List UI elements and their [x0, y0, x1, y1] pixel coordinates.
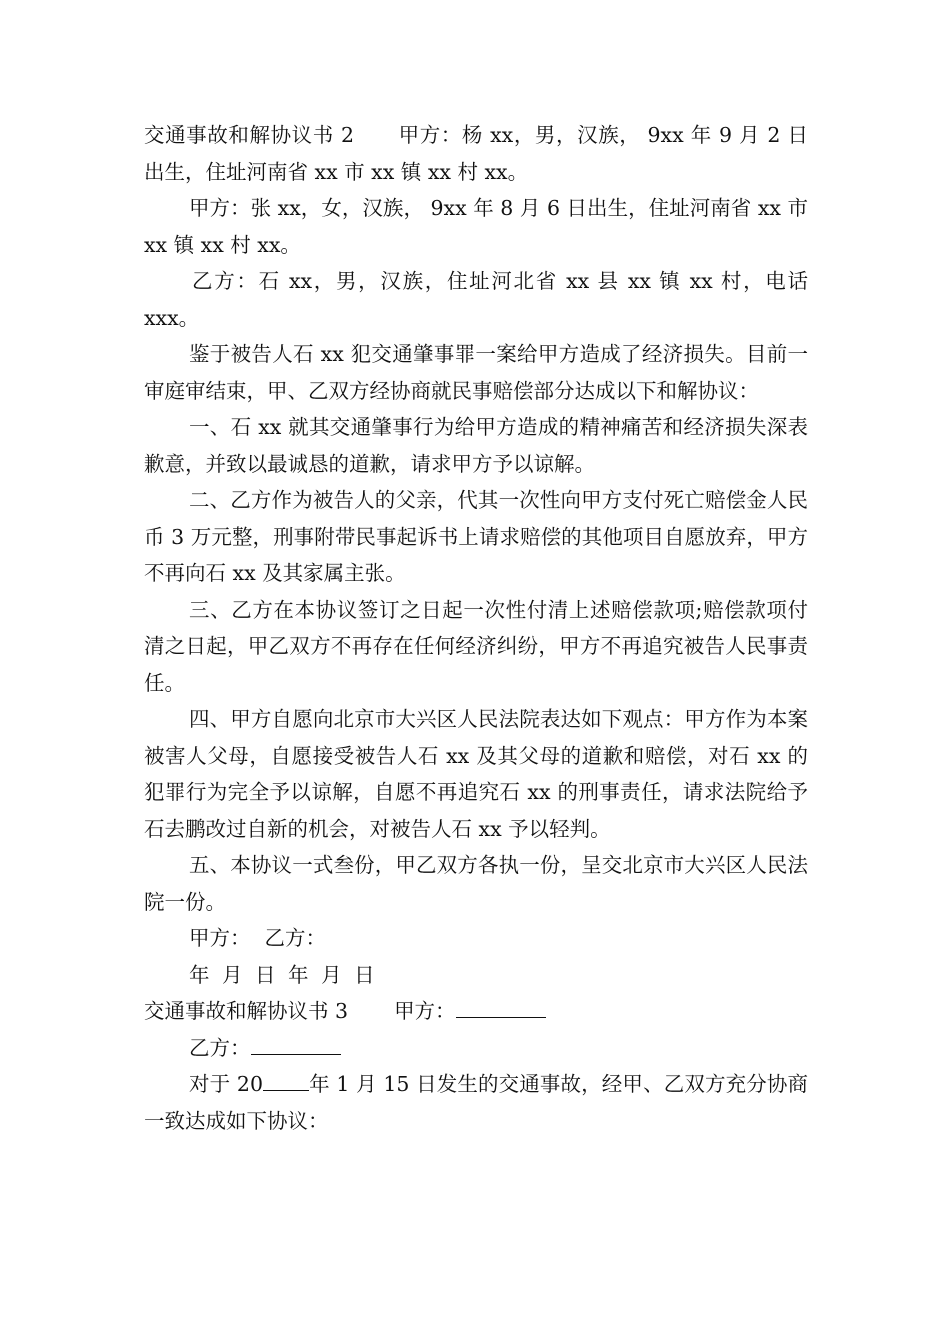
agreement2-clause-3: 三、乙方在本协议签订之日起一次性付清上述赔偿款项;赔偿款项付清之日起，甲乙双方不再存在任何经济纠纷，甲方不再追究被告人民事责任。 — [144, 597, 808, 695]
agreement2-party-a2: 甲方：张 xx，女，汉族， 9xx 年 8 月 6 日出生，住址河南省 xx 市 xx 镇 xx 村 xx。 — [144, 196, 808, 257]
agreement2-party-a1: 甲方：杨 xx，男，汉族， 9xx 年 9 月 2 日出生，住址河南省 xx 市 xx 镇 xx 村 xx。 — [144, 123, 808, 184]
agreement2-clause-2: 二、乙方作为被告人的父亲，代其一次性向甲方支付死亡赔偿金人民币 3 万元整，刑事附带民事起诉书上请求赔偿的其他项目自愿放弃，甲方不再向石 xx 及其家属主张。 — [144, 488, 808, 585]
agreement3-heading: 交通事故和解协议书 3 — [144, 999, 349, 1023]
agreement2-heading: 交通事故和解协议书 2 — [144, 123, 355, 147]
document-body — [144, 117, 808, 1139]
year-blank — [263, 1074, 309, 1091]
agreement2-first-paragraph — [144, 117, 808, 190]
agreement3-intro-suffix: 年 1 月 15 日发生的交通事故，经甲、乙双方充分协商一致达成如下协议： — [144, 1072, 808, 1133]
agreement2-clause-5: 五、本协议一式叁份，甲乙双方各执一份，呈交北京市大兴区人民法院一份。 — [144, 853, 808, 914]
agreement3-intro — [144, 1066, 808, 1139]
sign-party-a-label: 甲方： — [189, 926, 251, 950]
agreement2-date-line: 年 月 日 年 月 日 — [189, 962, 378, 987]
agreement2-signature-line — [144, 920, 808, 957]
agreement2-clause-1: 一、石 xx 就其交通肇事行为给甲方造成的精神痛苦和经济损失深表歉意，并致以最诚恳的道歉，请求甲方予以谅解。 — [144, 415, 808, 476]
sign-party-b-label: 乙方： — [264, 926, 326, 950]
agreement3-party-b-line — [144, 1030, 808, 1067]
agreement3-first-line — [144, 993, 808, 1030]
party-a-blank — [456, 1001, 546, 1018]
agreement2-clause-4: 四、甲方自愿向北京市大兴区人民法院表达如下观点：甲方作为本案被害人父母，自愿接受被告人石 xx 及其父母的道歉和赔偿，对石 xx 的犯罪行为完全予以谅解，自愿不再追究石 xx 的刑事责任，请求法院给予石去鹏改过自新的机会，对被告人石 xx 予以轻判。 — [144, 707, 808, 841]
agreement3-party-a-label: 甲方： — [394, 999, 456, 1023]
party-b-blank — [251, 1038, 341, 1055]
agreement2-preamble: 鉴于被告人石 xx 犯交通肇事罪一案给甲方造成了经济损失。目前一审庭审结束，甲、乙双方经协商就民事赔偿部分达成以下和解协议： — [144, 342, 808, 403]
agreement2-party-b: 乙方：石 xx，男，汉族，住址河北省 xx 县 xx 镇 xx 村，电话 xxx。 — [144, 269, 808, 330]
agreement3-party-b-label: 乙方： — [189, 1035, 251, 1060]
agreement3-intro-prefix: 对于 20 — [189, 1072, 263, 1096]
